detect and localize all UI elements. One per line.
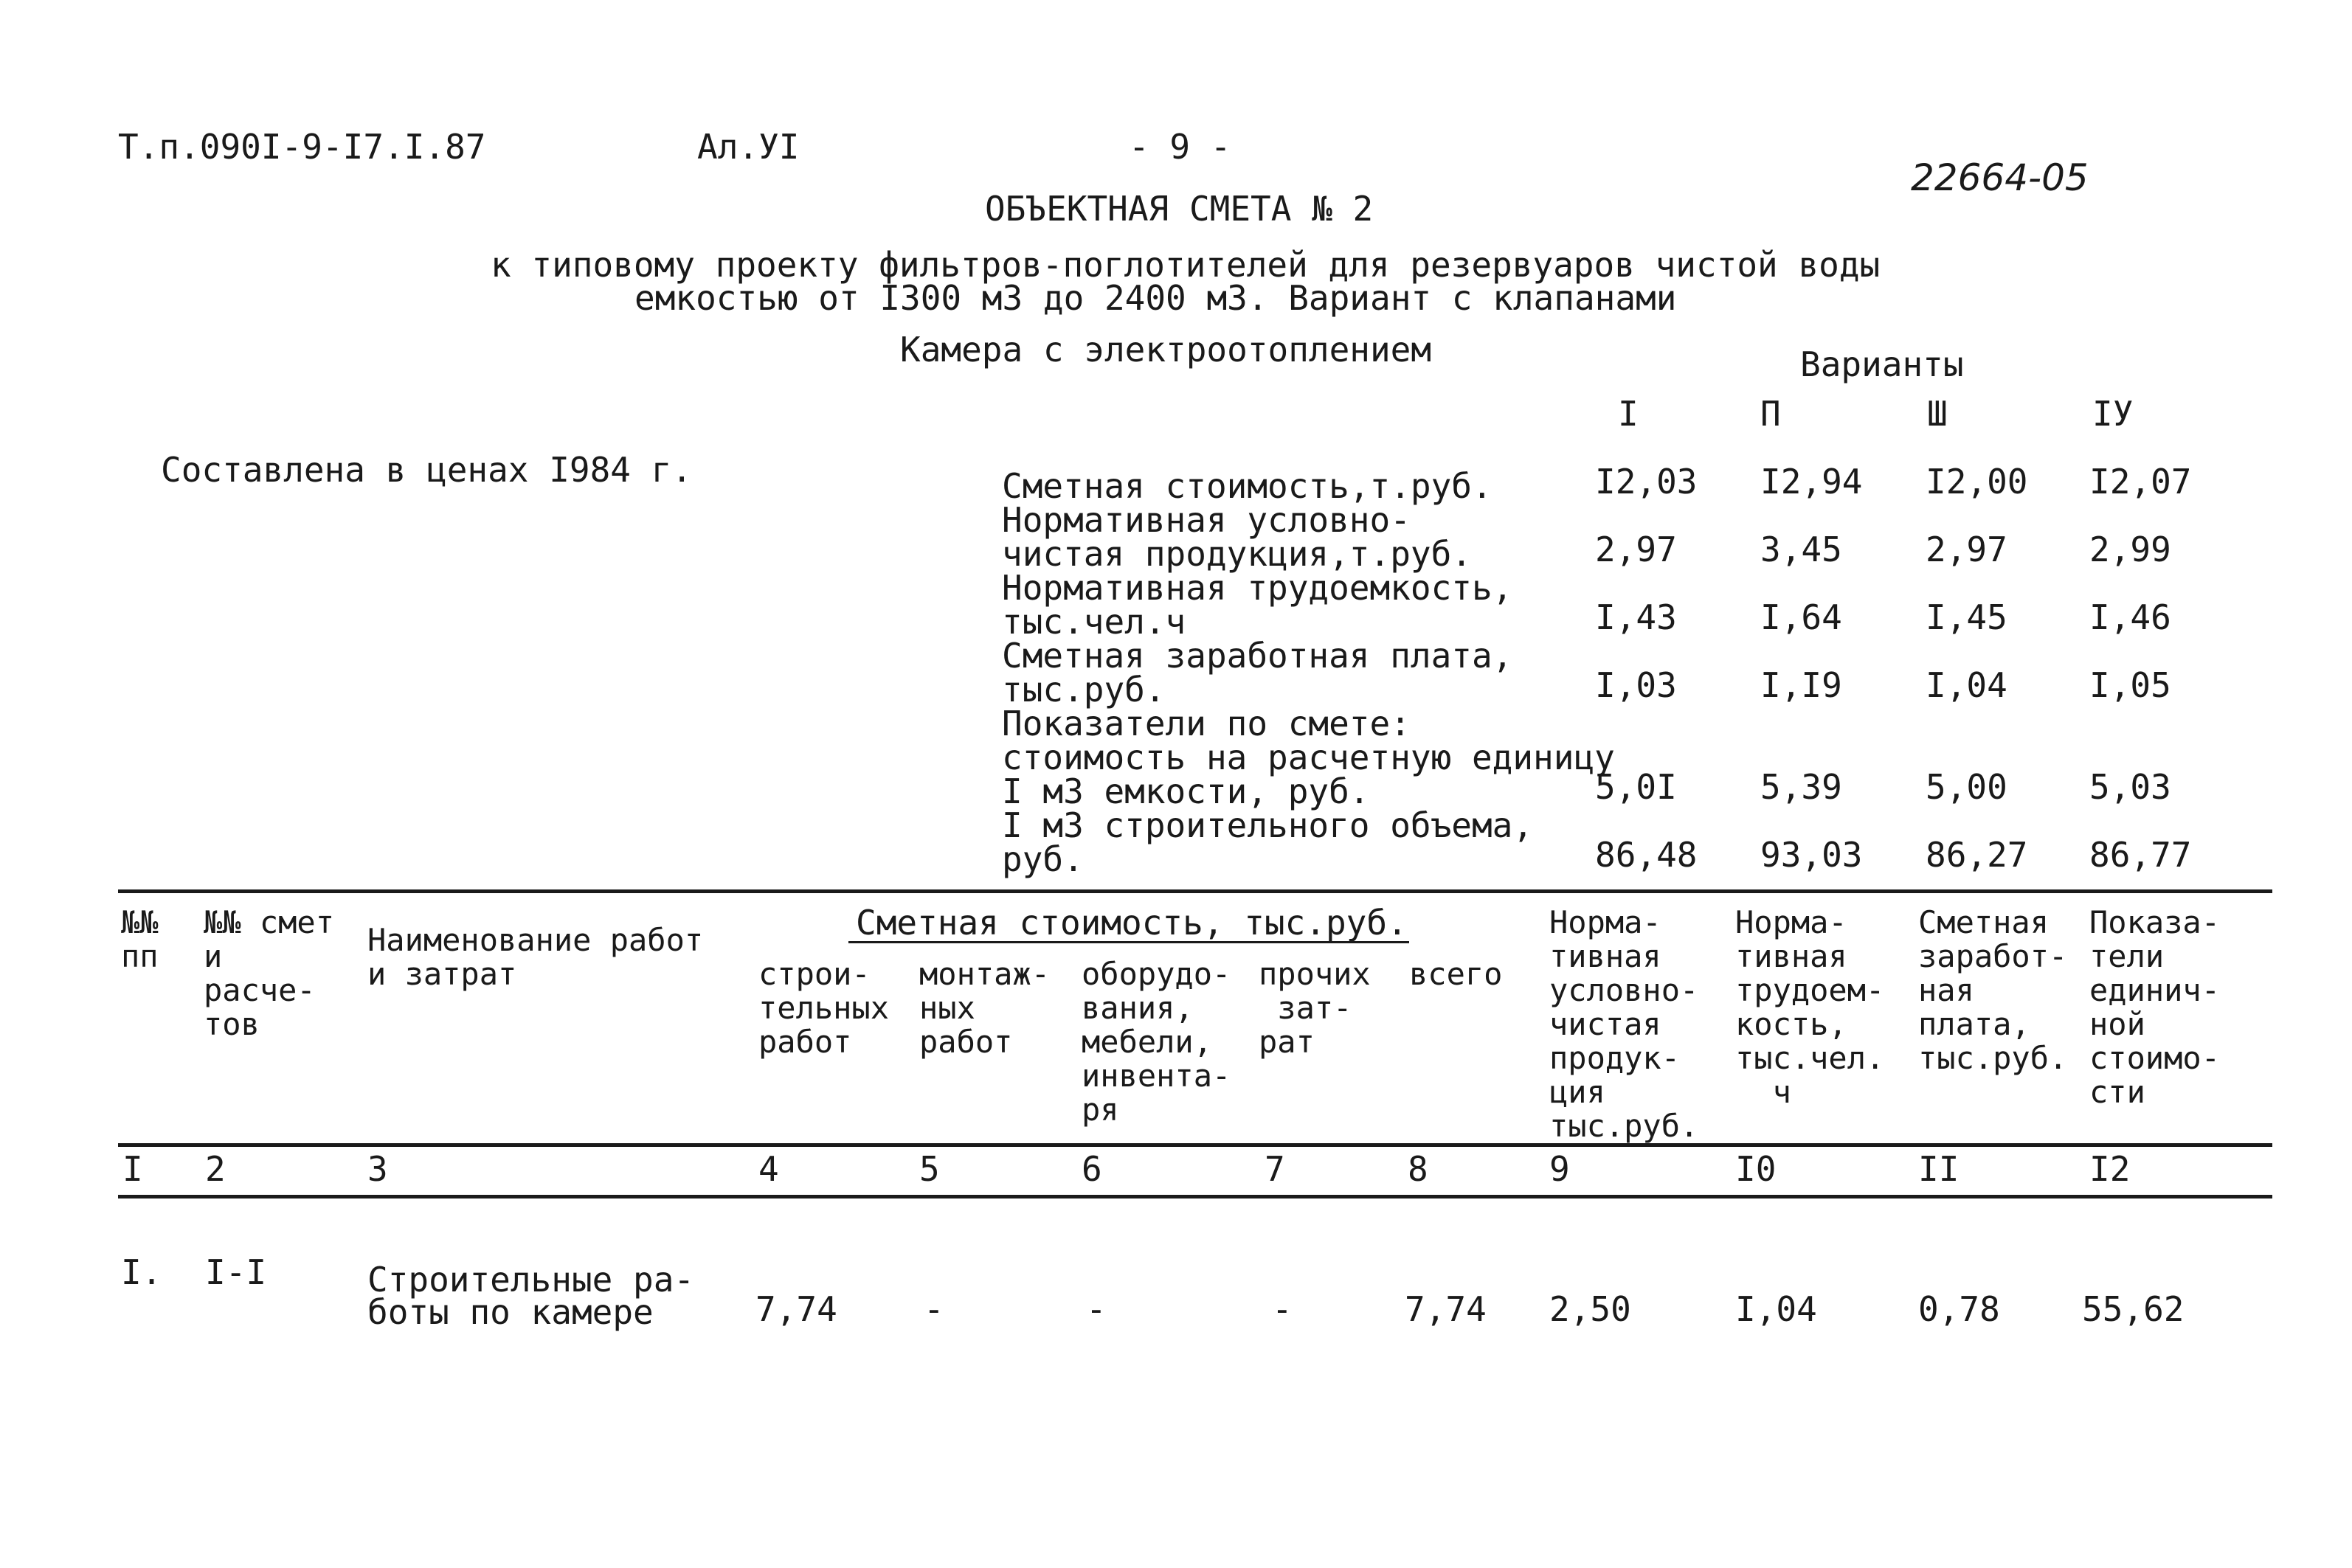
column-number: 8: [1408, 1149, 1428, 1189]
indicator-value: I2,07: [2089, 462, 2192, 502]
header-labor-intensity: Норма- тивная трудоем- кость, тыс.чел. ч: [1735, 904, 1885, 1110]
column-number: II: [1918, 1149, 1960, 1189]
column-number: 2: [205, 1149, 226, 1189]
column-numbers-rule: [118, 1195, 2272, 1198]
indicator-value: I,43: [1595, 597, 1677, 637]
header-wages: Сметная заработ- ная плата, тыс.руб.: [1918, 904, 2068, 1076]
row-number: I.: [121, 1252, 162, 1292]
row-work-name: Строительные ра-: [367, 1260, 695, 1300]
row-work-name: боты по камере: [367, 1292, 654, 1332]
project-subtitle-line2: емкостью от I300 м3 до 2400 м3. Вариант с клапанами: [634, 278, 1677, 318]
indicator-label: I м3 емкости, руб.: [1002, 771, 1370, 811]
column-number: 9: [1549, 1149, 1570, 1189]
variant-label-4: IУ: [2092, 394, 2134, 434]
header-other: прочих зат- рат: [1259, 956, 1371, 1060]
indicator-label: Нормативная условно-: [1002, 500, 1411, 540]
estimate-title: ОБЪЕКТНАЯ СМЕТА № 2: [985, 189, 1374, 229]
indicator-value: 5,39: [1760, 767, 1842, 807]
indicator-label: Сметная заработная плата,: [1002, 636, 1513, 676]
indicator-value: 86,48: [1595, 835, 1698, 875]
row-estimate-number: I-I: [205, 1252, 267, 1292]
indicator-value: I,46: [2089, 597, 2171, 637]
indicator-value: I2,03: [1595, 462, 1698, 502]
indicator-value: 3,45: [1760, 530, 1842, 569]
row-equipment-cost: -: [1086, 1289, 1107, 1329]
header-total: всего: [1409, 956, 1503, 992]
row-net-product: 2,50: [1549, 1289, 1631, 1329]
indicator-value: I,03: [1595, 665, 1677, 705]
row-installation-cost: -: [924, 1289, 944, 1329]
row-wages: 0,78: [1918, 1289, 2000, 1329]
document-code: Т.п.090I-9-I7.I.87: [118, 127, 486, 167]
indicator-value: 5,0I: [1595, 767, 1677, 807]
indicator-label: Показатели по смете:: [1002, 704, 1411, 743]
indicator-value: I,05: [2089, 665, 2171, 705]
indicator-label: I м3 строительного объема,: [1002, 805, 1534, 845]
indicator-value: I2,94: [1760, 462, 1863, 502]
header-estimate-number: №№ смет и расче- тов: [204, 904, 335, 1042]
indicator-value: I2,00: [1926, 462, 2028, 502]
album-number: Ал.УI: [697, 127, 800, 167]
indicator-value: 2,99: [2089, 530, 2171, 569]
row-total-cost: 7,74: [1405, 1289, 1487, 1329]
header-row-number: №№ пп: [121, 904, 159, 974]
variant-label-3: Ш: [1927, 394, 1948, 434]
variants-heading: Варианты: [1800, 344, 1964, 384]
indicator-label: чистая продукция,т.руб.: [1002, 534, 1472, 574]
indicator-value: I,64: [1760, 597, 1842, 637]
header-equipment: оборудо- вания, мебели, инвента- ря: [1082, 956, 1231, 1128]
row-construction-cost: 7,74: [755, 1289, 837, 1329]
prices-note: Составлена в ценах I984 г.: [161, 450, 693, 490]
indicator-value: 5,00: [1926, 767, 2007, 807]
column-number: I0: [1735, 1149, 1777, 1189]
column-number: 5: [919, 1149, 940, 1189]
header-net-product: Норма- тивная условно- чистая продук- ция тыс.руб.: [1549, 904, 1699, 1144]
indicator-value: 86,27: [1926, 835, 2028, 875]
indicator-value: I,45: [1926, 597, 2007, 637]
row-labor-intensity: I,04: [1735, 1289, 1817, 1329]
indicator-label: тыс.руб.: [1002, 670, 1166, 710]
row-unit-cost: 55,62: [2082, 1289, 2185, 1329]
indicator-label: руб.: [1002, 839, 1084, 879]
table-top-rule: [118, 889, 2272, 893]
indicator-value: I,04: [1926, 665, 2007, 705]
page-number: - 9 -: [1129, 127, 1231, 167]
project-subtitle-line1: к типовому проекту фильтров-поглотителей для резервуаров чистой воды: [491, 245, 1881, 285]
indicator-value: I,I9: [1760, 665, 1842, 705]
indicator-value: 86,77: [2089, 835, 2192, 875]
variant-label-1: I: [1618, 394, 1639, 434]
header-bottom-rule: [118, 1143, 2272, 1147]
indicator-value: 2,97: [1595, 530, 1677, 569]
header-cost-group-underline: [848, 941, 1409, 943]
indicator-value: 5,03: [2089, 767, 2171, 807]
row-other-cost: -: [1272, 1289, 1293, 1329]
variant-label-2: П: [1760, 394, 1781, 434]
column-number: I: [122, 1149, 143, 1189]
column-number: 3: [367, 1149, 388, 1189]
indicator-value: 2,97: [1926, 530, 2007, 569]
indicator-value: 93,03: [1760, 835, 1863, 875]
indicator-label: тыс.чел.ч: [1002, 602, 1186, 642]
header-installation: монтаж- ных работ: [919, 956, 1051, 1060]
column-number: I2: [2089, 1149, 2131, 1189]
registration-number: 22664-05: [1911, 156, 2089, 199]
indicator-label: Нормативная трудоемкость,: [1002, 568, 1513, 608]
header-construction: строи- тельных работ: [758, 956, 890, 1060]
indicator-label: стоимость на расчетную единицу: [1002, 738, 1615, 777]
header-cost-group: Сметная стоимость, тыс.руб.: [856, 903, 1408, 943]
column-number: 6: [1082, 1149, 1102, 1189]
column-number: 7: [1265, 1149, 1285, 1189]
column-number: 4: [758, 1149, 779, 1189]
indicator-label: Сметная стоимость,т.руб.: [1002, 466, 1493, 506]
header-unit-cost: Показа- тели единич- ной стоимо- сти: [2089, 904, 2221, 1110]
chamber-subtitle: Камера с электроотоплением: [900, 330, 1432, 370]
header-work-name: Наименование работ и затрат: [367, 922, 704, 992]
